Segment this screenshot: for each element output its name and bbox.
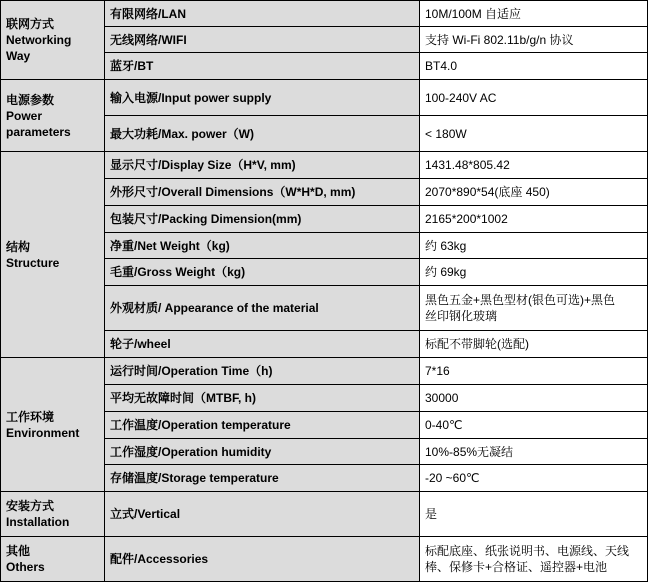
category-cell	[1, 152, 105, 358]
category-label-en: Networking	[6, 33, 72, 47]
table-row	[1, 152, 648, 179]
item-label: 立式/Vertical	[105, 492, 420, 537]
category-cell	[1, 492, 105, 537]
table-row	[1, 537, 648, 582]
item-label: 外形尺寸/Overall Dimensions（W*H*D, mm)	[105, 179, 420, 206]
category-cell	[1, 1, 105, 80]
item-label: 蓝牙/BT	[105, 53, 420, 80]
category-cell	[1, 358, 105, 492]
category-label-cn: 联网方式	[6, 17, 55, 31]
item-value: 10%-85%无凝结	[420, 439, 648, 465]
table-row	[1, 492, 648, 537]
item-value-line: 棒、保修卡+合格证、遥控器+电池	[425, 560, 608, 574]
item-label: 包装尺寸/Packing Dimension(mm)	[105, 206, 420, 233]
category-cell	[1, 80, 105, 152]
item-value: 100-240V AC	[420, 80, 648, 116]
item-value: 0-40℃	[420, 412, 648, 439]
item-value: 7*16	[420, 358, 648, 385]
category-label-cn: 其他	[6, 544, 31, 558]
item-label: 无线网络/WIFI	[105, 27, 420, 53]
item-value: 2165*200*1002	[420, 206, 648, 233]
item-label: 平均无故障时间（MTBF, h)	[105, 385, 420, 412]
item-value-line: 丝印钢化玻璃	[425, 309, 498, 323]
item-value: 1431.48*805.42	[420, 152, 648, 179]
item-value: 10M/100M 自适应	[420, 1, 648, 27]
item-label: 工作湿度/Operation humidity	[105, 439, 420, 465]
item-value: 约 69kg	[420, 259, 648, 286]
table-row	[1, 80, 648, 116]
category-label-cn: 结构	[6, 239, 31, 254]
item-value: 是	[420, 492, 648, 537]
category-label-en: Way	[6, 49, 31, 63]
category-label-en: Environment	[6, 425, 80, 440]
category-label-cn: 安装方式	[6, 499, 55, 513]
category-label-en: Others	[6, 560, 45, 574]
item-label: 轮子/wheel	[105, 331, 420, 358]
item-label: 有限网络/LAN	[105, 1, 420, 27]
item-label: 净重/Net Weight（kg)	[105, 233, 420, 259]
item-value: -20 ~60℃	[420, 465, 648, 492]
item-value	[420, 537, 648, 582]
category-label-en: Structure	[6, 255, 60, 270]
table-row	[1, 358, 648, 385]
item-label: 存储温度/Storage temperature	[105, 465, 420, 492]
category-label-en: Installation	[6, 515, 70, 529]
item-label: 配件/Accessories	[105, 537, 420, 582]
item-label: 工作温度/Operation temperature	[105, 412, 420, 439]
item-value: 30000	[420, 385, 648, 412]
category-label-cn: 电源参数	[6, 92, 55, 107]
item-value: 2070*890*54(底座 450)	[420, 179, 648, 206]
item-value-line: 黑色五金+黑色型材(银色可选)+黑色	[425, 293, 616, 307]
item-value: BT4.0	[420, 53, 648, 80]
category-label-en: parameters	[6, 124, 71, 139]
item-value	[420, 286, 648, 331]
category-cell	[1, 537, 105, 582]
category-label-en: Power	[6, 108, 43, 123]
item-value: < 180W	[420, 116, 648, 152]
item-value-line: 标配底座、纸张说明书、电源线、天线	[425, 544, 630, 558]
item-label: 最大功耗/Max. power（W)	[105, 116, 420, 152]
table-row	[1, 1, 648, 27]
item-label: 输入电源/Input power supply	[105, 80, 420, 116]
item-value: 约 63kg	[420, 233, 648, 259]
item-label: 显示尺寸/Display Size（H*V, mm)	[105, 152, 420, 179]
item-label: 运行时间/Operation Time（h)	[105, 358, 420, 385]
item-value: 支持 Wi-Fi 802.11b/g/n 协议	[420, 27, 648, 53]
item-label: 外观材质/ Appearance of the material	[105, 286, 420, 331]
category-label-cn: 工作环境	[6, 409, 55, 424]
item-value: 标配不带脚轮(选配)	[420, 331, 648, 358]
item-label: 毛重/Gross Weight（kg)	[105, 259, 420, 286]
